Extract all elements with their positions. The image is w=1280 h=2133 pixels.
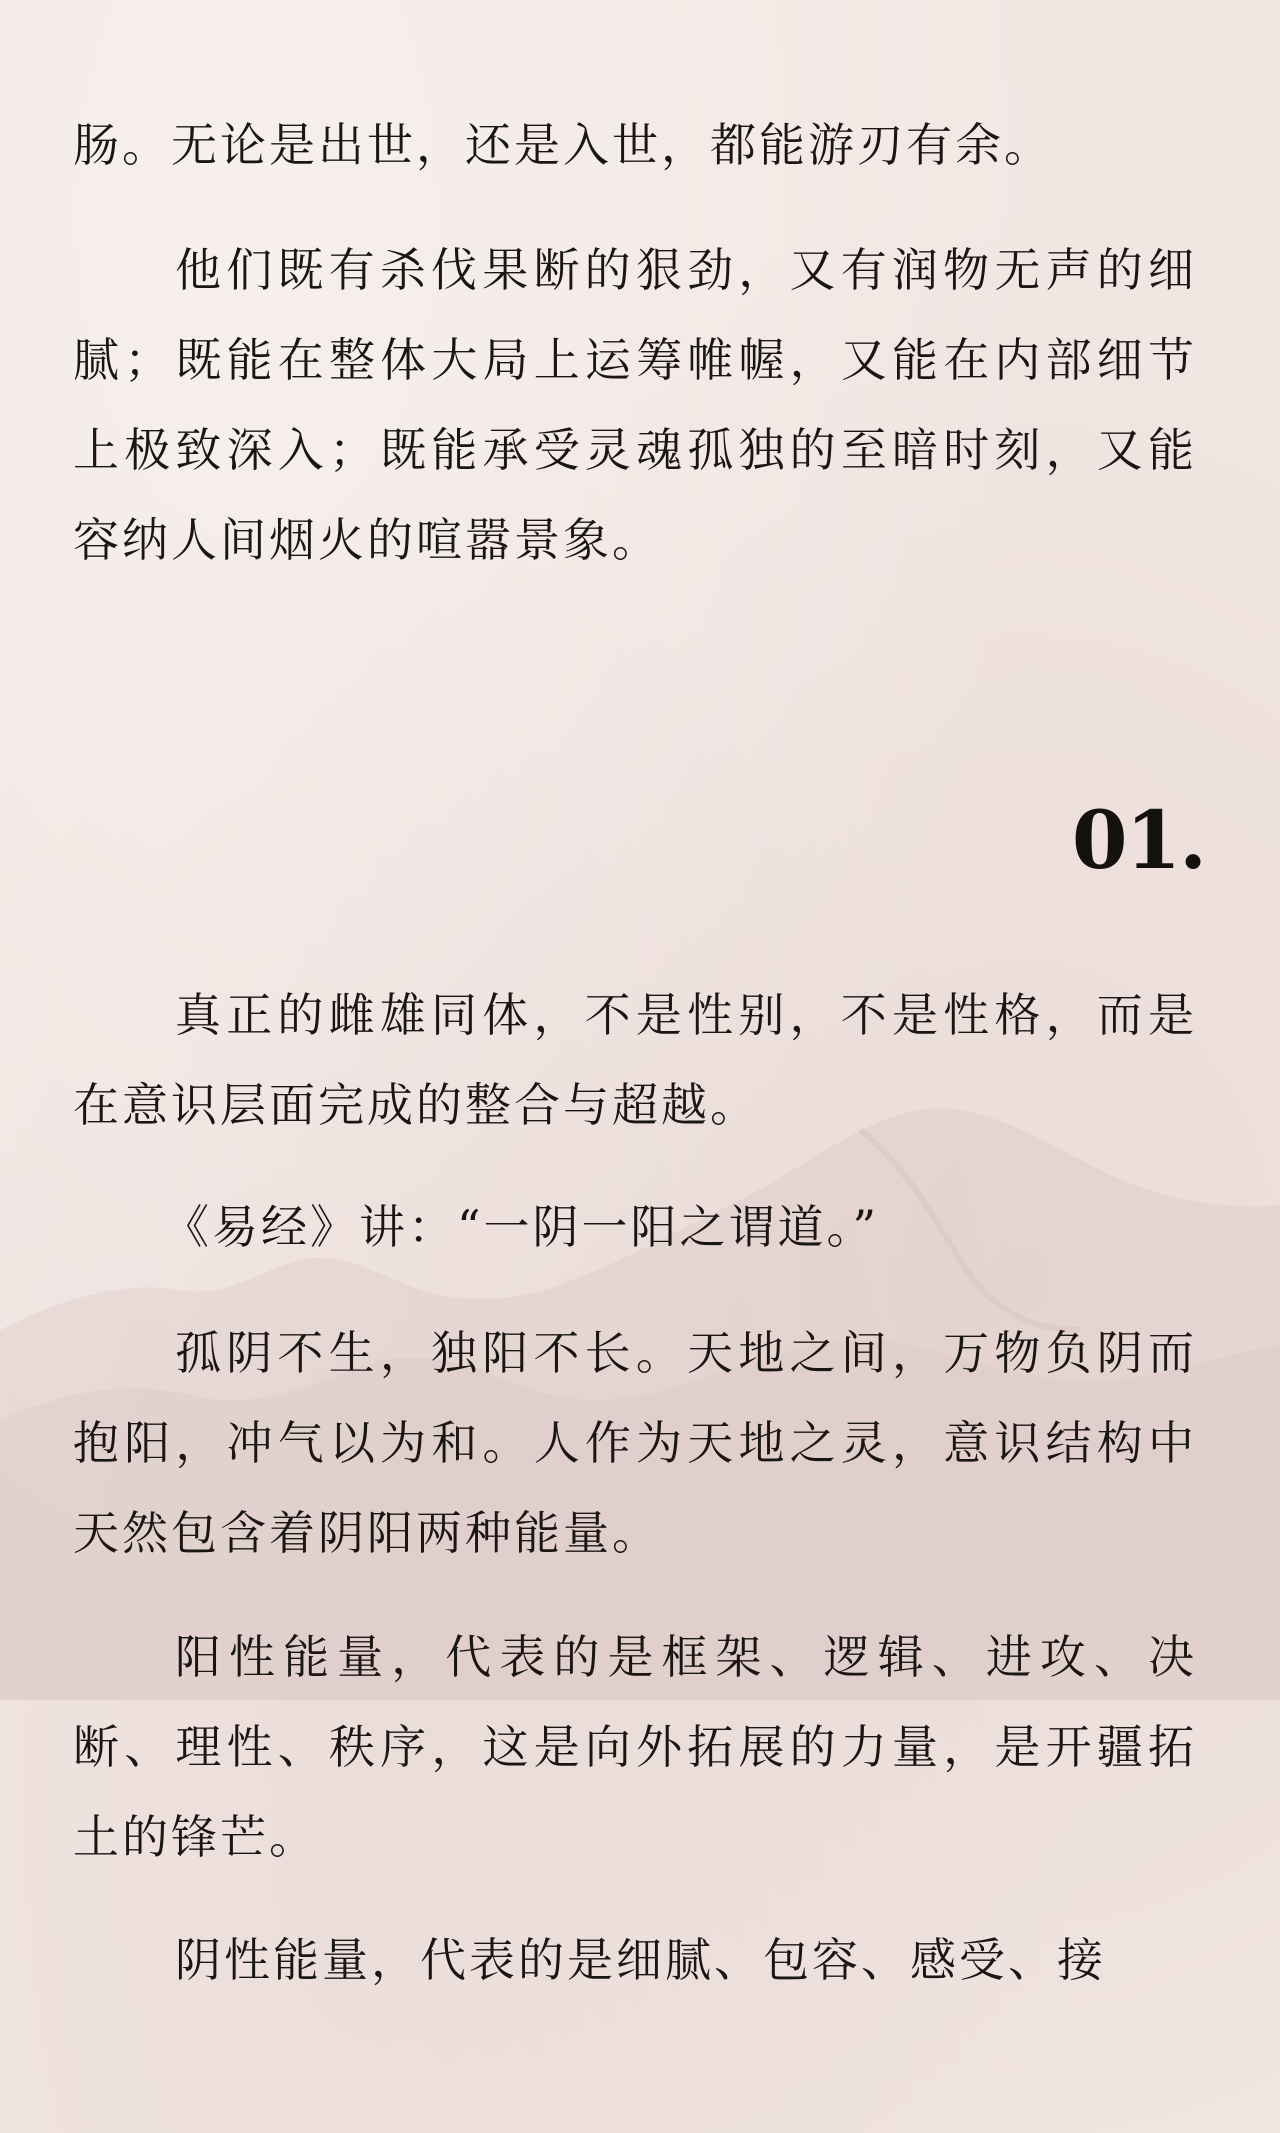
body-paragraph-2: 《易经》讲：“一阴一阳之谓道。” [163,1200,880,1254]
section-number: 01. [1071,793,1205,887]
body-paragraph-5: 阴性能量，代表的是细腻、包容、感受、接 [175,1933,1106,1987]
intro-paragraph: 他们既有杀伐果断的狠劲，又有润物无声的细腻；既能在整体大局上运筹帷幄，又能在内部细节上极致深入；既能承受灵魂孤独的至暗时刻，又能容纳人间烟火的喧嚣景象。 [73,243,1197,567]
body-paragraph-1: 真正的雌雄同体，不是性别，不是性格，而是在意识层面完成的整合与超越。 [73,988,1197,1132]
intro-tail-paragraph: 肠。无论是出世，还是入世，都能游刃有余。 [73,118,1053,172]
body-paragraph-4: 阳性能量，代表的是框架、逻辑、进攻、决断、理性、秩序，这是向外拓展的力量，是开疆拓土的锋芒。 [73,1630,1197,1864]
body-paragraph-3: 孤阴不生，独阳不长。天地之间，万物负阴而抱阳，冲气以为和。人作为天地之灵，意识结构中天然包含着阴阳两种能量。 [73,1326,1197,1560]
